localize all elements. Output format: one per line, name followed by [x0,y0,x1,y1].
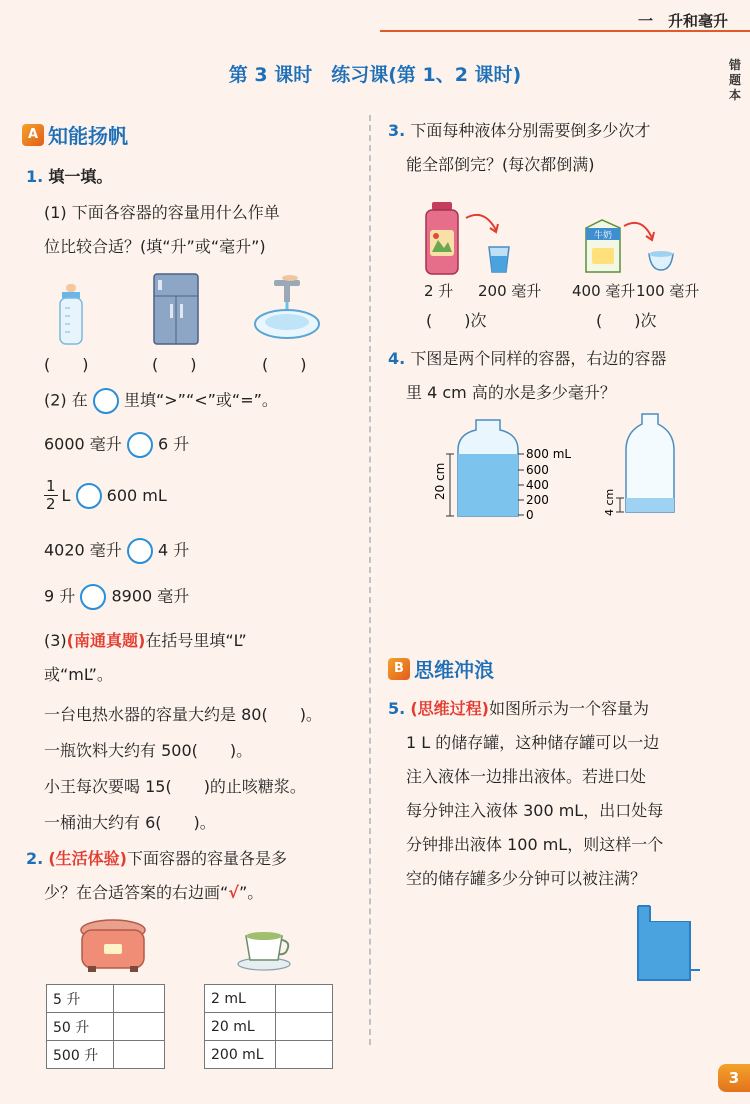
q1-part3-line1: (3)(南通真题)在括号里填“L” [44,631,247,650]
fill-item-syrup[interactable]: 小王每次要喝 15( )的止咳糖浆。 [44,777,306,796]
q1-part3-line2: 或“mL”。 [44,665,113,684]
answer-milk[interactable]: ( )次 [596,311,657,330]
tag-life: (生活体验) [48,849,127,868]
container-with-scale [433,418,588,522]
fill-item-drink[interactable]: 一瓶饮料大约有 500( )。 [44,741,253,760]
compare-circle[interactable] [76,483,102,509]
capacity-table-cooker: 5 升 50 升 500 升 [46,984,165,1069]
q1-part1-line2: 位比较合适？(填“升”或“毫升”) [44,237,266,256]
page-title: 第 3 课时 练习课(第 1、2 课时) [228,64,522,86]
section-badge-icon: A [22,124,44,146]
height-label-20cm: 20 cm [433,462,447,500]
page-number: 3 [718,1064,750,1092]
tag-nantong: (南通真题) [66,631,146,650]
label-200ml: 200 毫升 [478,282,542,300]
header-bar [380,8,750,34]
check-cell[interactable] [114,1013,165,1041]
pour-arrow-icon [622,218,658,248]
column-divider [369,115,371,1045]
compare-circle[interactable] [127,538,153,564]
fraction-half: 1 2 [46,477,56,513]
q3-line2: 能全部倒完？(每次都倒满) [406,155,595,174]
capacity-table-cup: 2 mL 20 mL 200 mL [204,984,333,1069]
answer-blank-fridge[interactable]: ( ) [152,355,197,374]
compare-row-1: 6000 毫升 6 升 [44,432,189,458]
q1-part2-intro: (2) 在 里填“>”“<”或“=”。 [44,388,278,414]
pour-arrow-icon [462,210,502,240]
scale-label-200: 200 [526,493,549,507]
check-cell[interactable] [276,985,333,1013]
q5-line1: 5. (思维过程)如图所示为一个容量为 [388,699,649,718]
q4-line2: 里 4 cm 高的水是多少毫升？ [406,383,616,402]
tag-thinking: (思维过程) [410,699,489,718]
fill-item-oil[interactable]: 一桶油大约有 6( )。 [44,813,216,832]
storage-tank-icon [630,900,706,984]
q4-line1: 4. 下图是两个同样的容器，右边的容器 [388,349,667,368]
side-tab[interactable]: 错 题 本 [728,58,741,102]
compare-row-4: 9 升 8900 毫升 [44,584,189,610]
fill-item-heater[interactable]: 一台电热水器的容量大约是 80( )。 [44,705,322,724]
q5-line4: 每分钟注入液体 300 mL，出口处每 [406,801,664,820]
compare-row-2: 1 2 L 600 mL [46,477,167,513]
q5-line6: 空的储存罐多少分钟可以被注满？ [406,869,647,888]
q5-line2: 1 L 的储存罐，这种储存罐可以一边 [406,733,660,752]
check-cell[interactable] [276,1041,333,1069]
height-label-4cm: 4 cm [603,488,616,516]
check-cell[interactable] [114,1041,165,1069]
check-cell[interactable] [114,985,165,1013]
sink-icon [252,276,322,346]
milk-carton-icon [582,218,624,274]
label-2l: 2 升 [424,282,454,300]
label-100ml: 100 毫升 [636,282,700,300]
rice-cooker-icon [76,916,150,976]
section-badge-icon: B [388,658,410,680]
q1-header: 1. 填一填。 [26,167,113,186]
answer-blank-bottle[interactable]: ( ) [44,355,89,374]
small-cup-icon [646,250,676,274]
q3-line1: 3. 下面每种液体分别需要倒多少次才 [388,121,651,140]
compare-row-3: 4020 毫升 4 升 [44,538,189,564]
q5-line5: 分钟排出液体 100 mL，则这样一个 [406,835,664,854]
chapter-title: 一 升和毫升 [637,12,728,30]
q2-line2: 少？在合适答案的右边画“√”。 [44,883,264,902]
scale-label-600: 600 [526,463,549,477]
answer-blank-sink[interactable]: ( ) [262,355,307,374]
milk-label: 牛奶 [593,231,613,241]
answer-thermos[interactable]: ( )次 [426,311,487,330]
section-heading-knowledge: A 知能扬帆 [22,120,128,149]
compare-circle[interactable] [80,584,106,610]
q1-part1-line1: (1) 下面各容器的容量用什么作单 [44,203,280,222]
check-cell[interactable] [276,1013,333,1041]
scale-label-0: 0 [526,508,534,522]
thermos-icon [420,200,464,276]
container-4cm [600,412,690,516]
label-400ml: 400 毫升 [572,282,636,300]
compare-circle[interactable] [127,432,153,458]
q5-line3: 注入液体一边排出液体。若进口处 [406,767,647,786]
scale-label-800: 800 mL [526,447,572,461]
q2-line1: 2. (生活体验)下面容器的容量各是多 [26,849,287,868]
baby-bottle-icon [56,282,86,346]
compare-circle-sample [93,388,119,414]
section-heading-thinking: B 思维冲浪 [388,654,494,683]
check-mark-icon: √ [228,883,239,902]
refrigerator-icon [150,272,202,346]
water-cup-icon [486,244,512,274]
scale-label-400: 400 [526,478,549,492]
teacup-icon [236,926,296,972]
